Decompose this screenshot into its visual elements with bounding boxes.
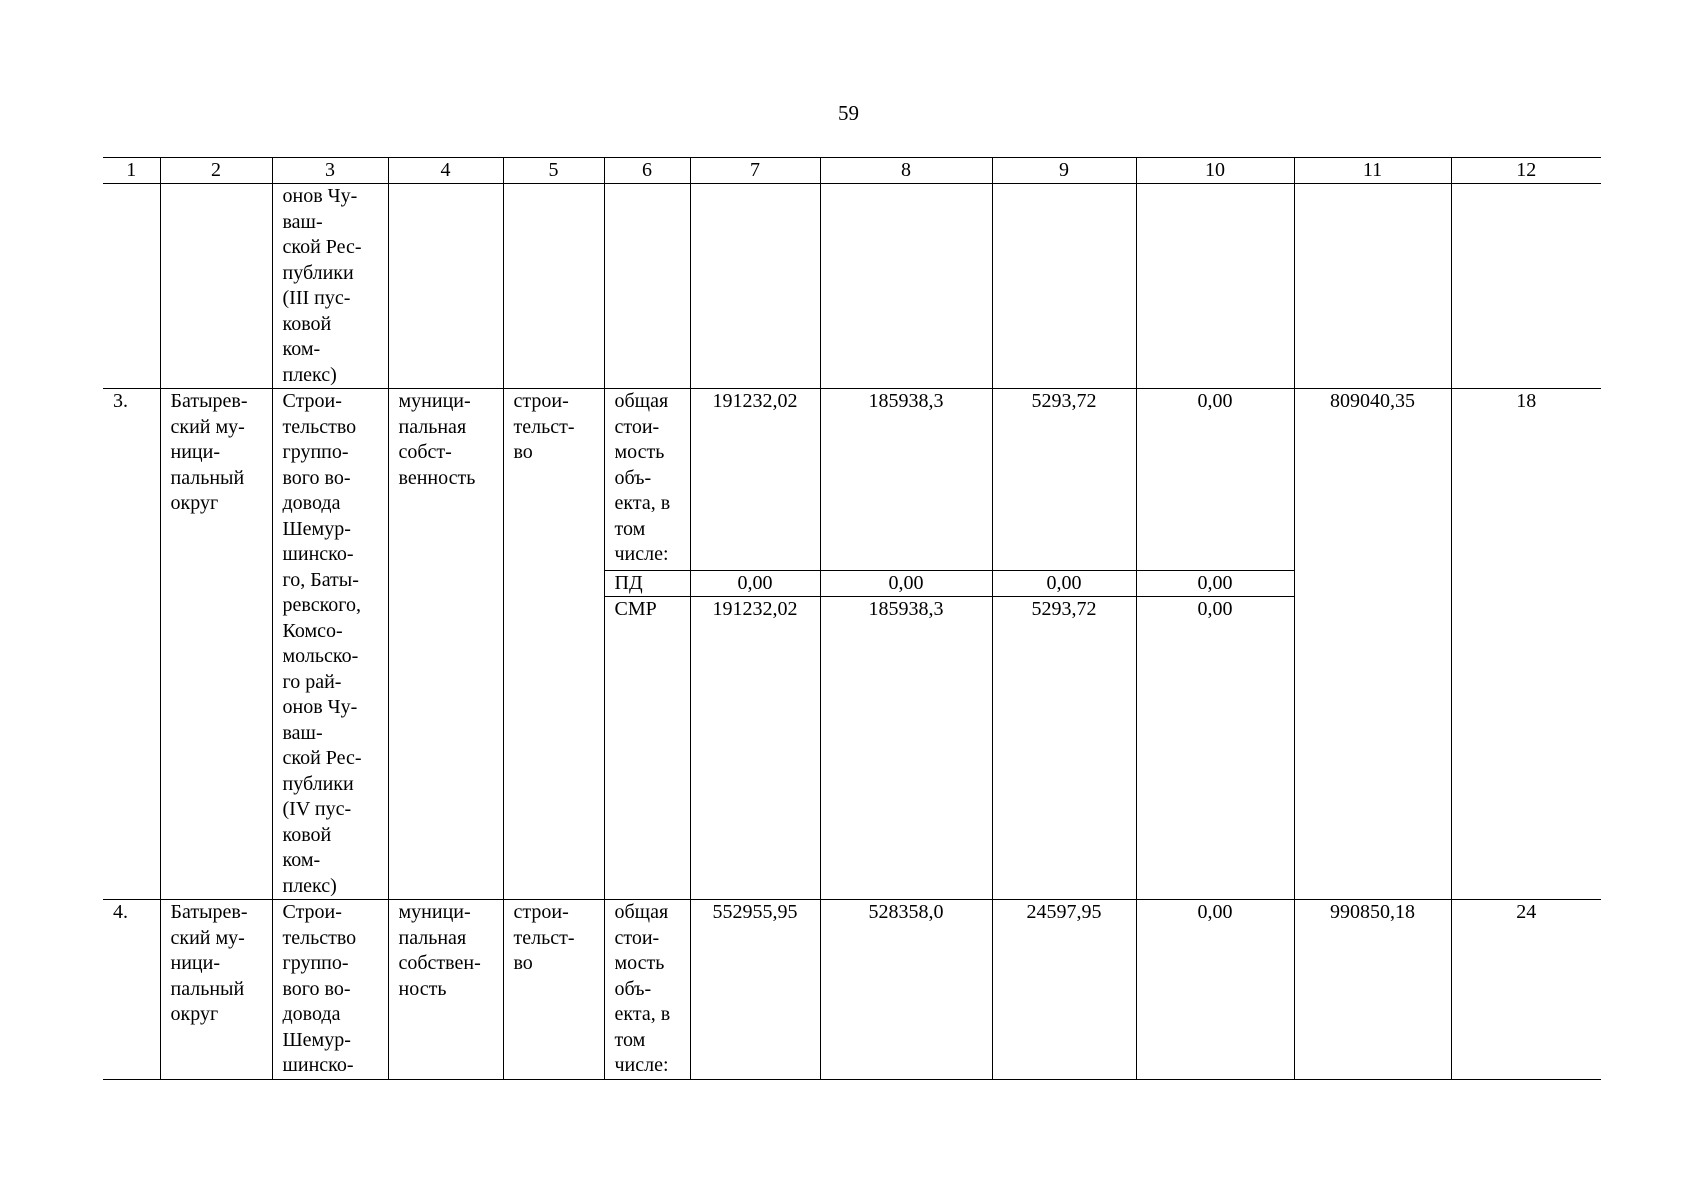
text-line: пальный xyxy=(170,466,245,489)
text-line: вого во- xyxy=(282,466,351,489)
value-cell: 185938,3 xyxy=(820,597,992,900)
value-cell: 0,00 xyxy=(1136,597,1294,900)
value-cell: 18 xyxy=(1451,389,1601,900)
text-line: тельст- xyxy=(513,926,575,949)
text-line: объ- xyxy=(614,466,652,489)
text-line: ковой xyxy=(282,312,332,335)
value-cell: 24597,95 xyxy=(992,900,1136,1080)
text-line: Строи- xyxy=(282,390,342,412)
text-line: округ xyxy=(170,492,219,514)
column-number: 6 xyxy=(604,158,690,184)
text-line: Шемур- xyxy=(282,517,351,540)
text-line: вого во- xyxy=(282,977,351,1000)
text-line: объ- xyxy=(614,977,652,1000)
text-line: ници- xyxy=(170,441,220,463)
column-number: 9 xyxy=(992,158,1136,184)
text-line: Батырев- xyxy=(170,390,248,412)
text-line: собствен- xyxy=(398,952,481,974)
text-line: ковой xyxy=(282,823,332,846)
column-number: 10 xyxy=(1136,158,1294,184)
row-number: 4. xyxy=(103,900,160,1080)
text-line: во xyxy=(513,952,533,974)
cell-empty xyxy=(690,184,820,389)
text-line: общая xyxy=(614,390,669,412)
work-type-cell xyxy=(503,389,604,900)
text-line: числе: xyxy=(614,1054,669,1076)
text-line: строи- xyxy=(513,901,569,923)
cell-empty xyxy=(503,184,604,389)
text-line: тельство xyxy=(282,926,357,949)
column-number: 5 xyxy=(503,158,604,184)
text-line: шинско- xyxy=(282,1054,354,1076)
text-line: Строи- xyxy=(282,901,342,923)
text-line: стои- xyxy=(614,926,660,949)
text-line: стои- xyxy=(614,415,660,438)
municipality-cell xyxy=(160,900,272,1080)
cell-empty xyxy=(820,184,992,389)
text-line: том xyxy=(614,517,646,540)
column-number: 11 xyxy=(1294,158,1451,184)
text-line: округ xyxy=(170,1003,219,1025)
table-row-continuation xyxy=(103,184,1601,389)
text-line: муници- xyxy=(398,390,471,412)
cost-label-cell xyxy=(604,389,690,571)
text-line: общая xyxy=(614,901,669,923)
text-line: тельст- xyxy=(513,415,575,438)
text-line: Батырев- xyxy=(170,901,248,923)
text-line: пальная xyxy=(398,415,467,438)
text-line: екта, в xyxy=(614,492,671,514)
text-line: довода xyxy=(282,1003,341,1025)
cell-empty xyxy=(1294,184,1451,389)
value-cell: 5293,72 xyxy=(992,389,1136,571)
value-cell: 990850,18 xyxy=(1294,900,1451,1080)
value-cell: 185938,3 xyxy=(820,389,992,571)
value-cell: 0,00 xyxy=(1136,389,1294,571)
cell-empty xyxy=(160,184,272,389)
cell-empty xyxy=(992,184,1136,389)
text-line: мость xyxy=(614,441,665,463)
text-line: ский му- xyxy=(170,415,245,438)
text-line: Комсо- xyxy=(282,619,343,642)
text-line: плекс) xyxy=(282,874,337,897)
text-line: онов Чу- xyxy=(282,696,358,718)
work-type-cell xyxy=(503,900,604,1080)
text-line: шинско- xyxy=(282,543,354,565)
text-line: мость xyxy=(614,952,665,974)
table-row xyxy=(103,900,1601,1080)
text-line: ваш- xyxy=(282,210,323,233)
value-cell: 24 xyxy=(1451,900,1601,1080)
text-line: числе: xyxy=(614,543,669,565)
cell-empty xyxy=(103,184,160,389)
column-number: 1 xyxy=(103,158,160,184)
subrow-label: СМР xyxy=(604,597,690,900)
text-line: пальная xyxy=(398,926,467,949)
object-name-cell xyxy=(272,184,388,389)
text-line: мольско- xyxy=(282,645,359,667)
text-line: го, Баты- xyxy=(282,568,359,591)
value-cell: 0,00 xyxy=(1136,570,1294,597)
value-cell: 528358,0 xyxy=(820,900,992,1080)
text-line: ревского, xyxy=(282,594,361,616)
text-line: довода xyxy=(282,492,341,514)
value-cell: 809040,35 xyxy=(1294,389,1451,900)
object-name-cell xyxy=(272,900,388,1080)
text-line: венность xyxy=(398,466,476,489)
text-line: онов Чу- xyxy=(282,185,358,207)
text-line: том xyxy=(614,1028,646,1051)
value-cell: 191232,02 xyxy=(690,389,820,571)
text-line: (III пус- xyxy=(282,287,351,309)
text-line: ской Рес- xyxy=(282,747,362,769)
cell-empty xyxy=(388,184,503,389)
value-cell: 552955,95 xyxy=(690,900,820,1080)
text-line: ком- xyxy=(282,849,321,871)
column-number: 7 xyxy=(690,158,820,184)
text-line: тельство xyxy=(282,415,357,438)
value-cell: 5293,72 xyxy=(992,597,1136,900)
row-number: 3. xyxy=(103,389,160,900)
column-number-row xyxy=(103,158,1601,184)
text-line: плекс) xyxy=(282,363,337,386)
column-number: 3 xyxy=(272,158,388,184)
text-line: муници- xyxy=(398,901,471,923)
text-line: ваш- xyxy=(282,721,323,744)
text-line: (IV пус- xyxy=(282,798,352,820)
value-cell: 0,00 xyxy=(992,570,1136,597)
text-line: во xyxy=(513,441,533,463)
cell-empty xyxy=(1451,184,1601,389)
text-line: публики xyxy=(282,261,354,284)
text-line: публики xyxy=(282,772,354,795)
text-line: ность xyxy=(398,977,447,1000)
value-cell: 0,00 xyxy=(690,570,820,597)
cost-label-cell xyxy=(604,900,690,1080)
text-line: ской Рес- xyxy=(282,236,362,258)
text-line: группо- xyxy=(282,441,349,463)
object-name-cell xyxy=(272,389,388,900)
text-line: ский му- xyxy=(170,926,245,949)
text-line: пальный xyxy=(170,977,245,1000)
text-line: ници- xyxy=(170,952,220,974)
municipality-cell xyxy=(160,389,272,900)
value-cell: 0,00 xyxy=(1136,900,1294,1080)
text-line: собст- xyxy=(398,441,452,463)
column-number: 4 xyxy=(388,158,503,184)
cell-empty xyxy=(604,184,690,389)
table-row xyxy=(103,389,1601,571)
column-number: 8 xyxy=(820,158,992,184)
text-line: строи- xyxy=(513,390,569,412)
text-line: группо- xyxy=(282,952,349,974)
column-number: 2 xyxy=(160,158,272,184)
page-number: 59 xyxy=(838,101,859,125)
cell-empty xyxy=(1136,184,1294,389)
value-cell: 191232,02 xyxy=(690,597,820,900)
investment-objects-table xyxy=(103,157,1601,1080)
value-cell: 0,00 xyxy=(820,570,992,597)
text-line: екта, в xyxy=(614,1003,671,1025)
ownership-cell xyxy=(388,900,503,1080)
ownership-cell xyxy=(388,389,503,900)
text-line: ком- xyxy=(282,338,321,360)
subrow-label: ПД xyxy=(604,570,690,597)
column-number: 12 xyxy=(1451,158,1601,184)
text-line: Шемур- xyxy=(282,1028,351,1051)
text-line: го рай- xyxy=(282,670,342,693)
